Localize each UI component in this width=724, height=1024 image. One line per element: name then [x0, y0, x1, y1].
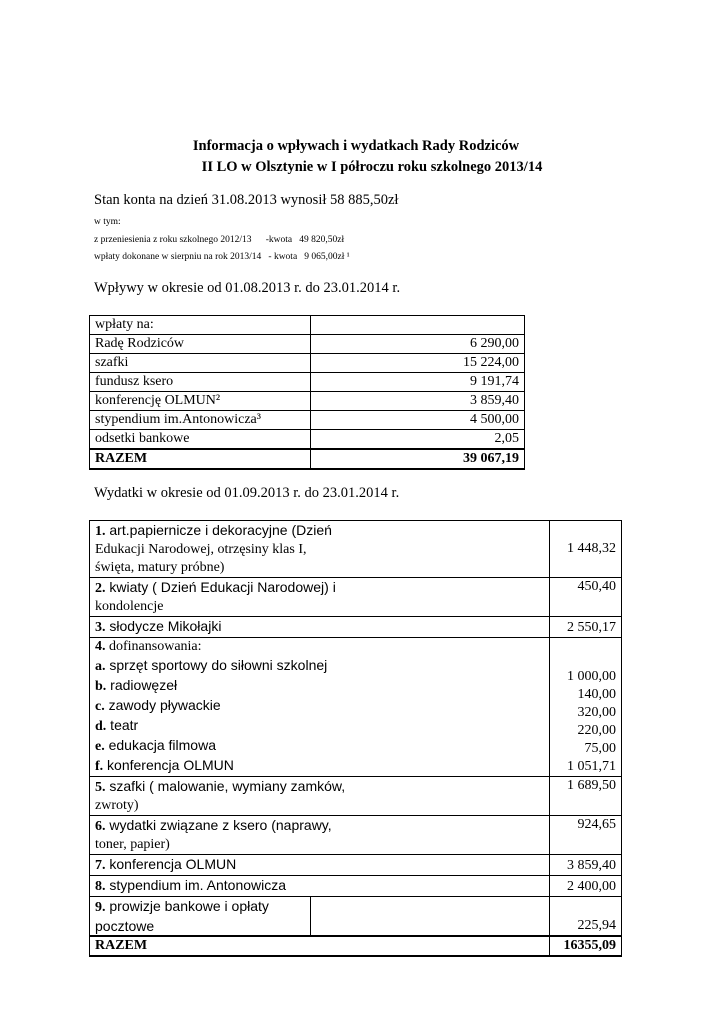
income-label: stypendium im.Antonowicza³	[90, 411, 311, 430]
expense-value-group	[549, 638, 621, 777]
expenses-total-row	[90, 936, 622, 956]
table-row	[90, 392, 525, 411]
expense-text: kondolencje	[95, 599, 164, 614]
subitem-letter: e.	[95, 739, 105, 754]
income-label: odsetki bankowe	[90, 430, 311, 450]
subitem-text: edukacja filmowa	[104, 737, 216, 753]
table-row	[90, 638, 622, 777]
income-header: wpłaty na:	[90, 316, 311, 335]
expense-text: prowizje bankowe i opłaty	[105, 898, 269, 914]
expense-value: 320,00	[577, 705, 616, 720]
income-value: 6 290,00	[311, 335, 525, 354]
table-row	[90, 430, 525, 450]
table-row	[90, 411, 525, 430]
income-value: 2,05	[311, 430, 525, 450]
balance-carryover: z przeniesienia z roku szkolnego 2012/13 -kwota 49 820,50zł	[94, 235, 345, 245]
subitem-text: radiowęzeł	[106, 677, 178, 693]
income-total-label: RAZEM	[90, 449, 311, 469]
expense-cell	[90, 876, 550, 897]
expense-value: 1 051,71	[567, 759, 616, 774]
income-title: Wpływy w okresie od 01.08.2013 r. do 23.01.2014 r.	[94, 280, 401, 296]
expense-text: zwroty)	[95, 798, 139, 813]
expense-text: stypendium im. Antonowicza	[105, 877, 287, 893]
table-row	[90, 373, 525, 392]
expenses-total-value: 16355,09	[549, 936, 621, 956]
expense-text: konferencja OLMUN	[105, 856, 237, 872]
expense-cell	[90, 855, 550, 876]
income-label: konferencję OLMUN²	[90, 392, 311, 411]
expense-cell	[90, 638, 550, 777]
expense-value: 75,00	[584, 741, 616, 756]
expense-cell	[90, 816, 550, 855]
expense-number: 6.	[95, 819, 106, 834]
income-value: 3 859,40	[311, 392, 525, 411]
income-table	[89, 315, 525, 470]
expense-value: 220,00	[577, 723, 616, 738]
expense-text: słodycze Mikołajki	[105, 618, 222, 634]
expense-text: kwiaty ( Dzień Edukacji Narodowej) i	[105, 579, 336, 595]
expense-text: wydatki związane z ksero (naprawy,	[105, 817, 332, 833]
expense-cell	[90, 521, 550, 578]
title-line-1: Informacja o wpływach i wydatkach Rady Rodziców	[192, 138, 520, 154]
table-row	[90, 855, 622, 876]
subitem-letter: d.	[95, 719, 107, 734]
expense-number: 5.	[95, 780, 106, 795]
income-total-value: 39 067,19	[311, 449, 525, 469]
subitem-letter: b.	[95, 679, 107, 694]
table-row	[90, 617, 622, 638]
expense-value: 1 689,50	[549, 777, 621, 816]
expense-empty-cell	[311, 897, 550, 937]
subitem-letter: a.	[95, 659, 106, 674]
expense-value: 2 550,17	[549, 617, 621, 638]
expense-value: 3 859,40	[549, 855, 621, 876]
expenses-table	[89, 520, 622, 957]
table-row	[90, 354, 525, 373]
table-row	[90, 578, 622, 617]
expense-cell	[90, 897, 311, 937]
table-row	[90, 816, 622, 855]
subitem-letter: c.	[95, 699, 105, 714]
subitem-text: zawody pływackie	[104, 697, 221, 713]
subitem-text: sprzęt sportowy do siłowni szkolnej	[105, 657, 328, 673]
expense-value: 2 400,00	[549, 876, 621, 897]
expense-text: szafki ( malowanie, wymiany zamków,	[105, 778, 346, 794]
income-value: 9 191,74	[311, 373, 525, 392]
expense-value: 225,94	[549, 897, 621, 937]
income-header-empty	[311, 316, 525, 335]
table-row	[90, 897, 622, 937]
subitem-text: teatr	[106, 717, 139, 733]
table-row	[90, 316, 525, 335]
income-total-row	[90, 449, 525, 469]
expense-cell	[90, 578, 550, 617]
expense-number: 9.	[95, 900, 106, 915]
expense-text: art.papiernicze i dekoracyjne (Dzień	[105, 522, 332, 538]
table-row	[90, 876, 622, 897]
expenses-total-label: RAZEM	[90, 936, 550, 956]
expense-number: 8.	[95, 879, 106, 894]
expense-text: toner, papier)	[95, 837, 170, 852]
expense-value: 924,65	[549, 816, 621, 855]
expense-cell	[90, 777, 550, 816]
expense-text: Edukacji Narodowej, otrzęsiny klas I,	[95, 542, 307, 557]
expense-value: 1 448,32	[549, 521, 621, 578]
expense-number: 7.	[95, 858, 106, 873]
income-value: 4 500,00	[311, 411, 525, 430]
expense-cell	[90, 617, 550, 638]
income-value: 15 224,00	[311, 354, 525, 373]
expense-value: 140,00	[577, 687, 616, 702]
expense-text: dofinansowania:	[105, 639, 202, 654]
balance-august-payments: wpłaty dokonane w sierpniu na rok 2013/14 - kwota 9 065,00zł ¹	[94, 252, 350, 262]
expense-number: 2.	[95, 581, 106, 596]
expense-value: 450,40	[549, 578, 621, 617]
title-line-2: II LO w Olsztynie w I półroczu roku szkolnego 2013/14	[201, 159, 543, 175]
income-label: szafki	[90, 354, 311, 373]
table-row	[90, 521, 622, 578]
table-row	[90, 777, 622, 816]
subitem-letter: f.	[95, 759, 104, 774]
expense-text: pocztowe	[95, 918, 155, 934]
subitem-text: konferencja OLMUN	[103, 757, 234, 773]
expense-number: 3.	[95, 620, 106, 635]
expense-value: 1 000,00	[567, 669, 616, 684]
income-label: Radę Rodziców	[90, 335, 311, 354]
table-row	[90, 335, 525, 354]
balance-in-that: w tym:	[94, 217, 121, 227]
expense-number: 4.	[95, 639, 106, 654]
expense-text: święta, matury próbne)	[95, 560, 225, 575]
expenses-title: Wydatki w okresie od 01.09.2013 r. do 23.01.2014 r.	[94, 485, 400, 501]
income-label: fundusz ksero	[90, 373, 311, 392]
expense-number: 1.	[95, 524, 106, 539]
balance-statement: Stan konta na dzień 31.08.2013 wynosił 58 885,50zł	[94, 192, 399, 208]
